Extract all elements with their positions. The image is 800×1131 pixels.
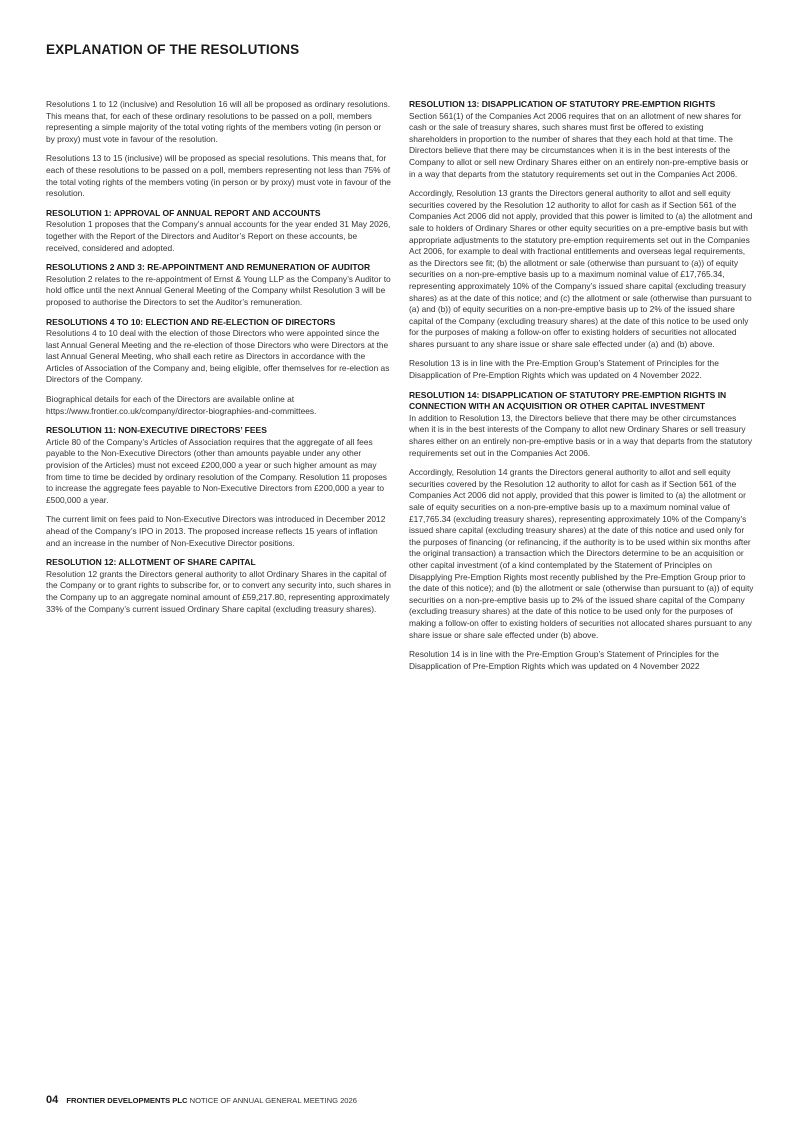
page-number: 04 [46, 1094, 59, 1106]
resolution-14-text: In addition to Resolution 13, the Directors believe that there may be other circumstances when it is in the best interests of the Company to allot new Ordinary Shares or sell treasury shares either on an entirely non-pre-emptive basis or in a way that departs from the statutory requirements set out in the Companies Act 2006. [409, 412, 753, 458]
resolution-13-text: Section 561(1) of the Companies Act 2006 requires that on an allotment of new shares for cash or the sale of treasury shares, such shares must first be offered to existing shareholders in proportion to the number of shares that they each hold at that time. The Directors believe that there may be circumstances when it is in the best interests of the Company to allot or sell new Ordinary Shares either on an entirely non-pre-emptive basis or in a way that departs from the statutory requirements set out in the Companies Act 2006. [409, 110, 749, 179]
intro-paragraph-2: Resolutions 13 to 15 (inclusive) will be proposed as special resolutions. This means that, for each of these resolutions to be passed on a poll, members representing not less than 75% of the total voting rights of the members voting (in person or by proxy) must vote in favour of the resolution. [46, 153, 391, 199]
resolution-13-text-3: Resolution 13 is in line with the Pre-Emption Group’s Statement of Principles for the Disapplication of Pre-Emption Rights which was updated on 4 November 2022. [409, 358, 719, 381]
resolution-12-heading: RESOLUTION 12: ALLOTMENT OF SHARE CAPITAL [46, 557, 256, 568]
resolution-11-text: Article 80 of the Company’s Articles of Association requires that the aggregate of all fees payable to the Non-Executive Directors (other than amounts payable under any other provision of the Articles) must not exceed £200,000 a year or such higher amount as may from time to time be decided by ordinary resolution of the Company. Resolution 11 proposes to increase the aggregate fees payable to Non-Executive Directors from £200,000 a year to £500,000 a year. [46, 436, 387, 505]
resolutions-4-10-heading: RESOLUTIONS 4 TO 10: ELECTION AND RE-ELECTION OF DIRECTORS [46, 316, 336, 327]
right-column [409, 99, 754, 680]
intro-paragraph-1: Resolutions 1 to 12 (inclusive) and Resolution 16 will all be proposed as ordinary resolutions. This means that, for each of these ordinary resolutions to be passed on a poll, members representing a simple majority of the total voting rights of the members voting (in person or by proxy) must vote in favour of the resolution. [46, 99, 391, 144]
left-column [46, 99, 391, 623]
director-biographies-text: Biographical details for each of the Directors are available online at https://www.frontier.co.uk/company/director-biographies-and-committees. [46, 394, 317, 416]
resolution-11-text-2: The current limit on fees paid to Non-Executive Directors was introduced in December 2012 ahead of the Company’s IPO in 2013. The proposed increase reflects 15 years of inflation and an increase in the number of Non-Executive Director positions. [46, 514, 386, 548]
resolution-13-text-2: Accordingly, Resolution 13 grants the Directors general authority to allot and sell equity securities covered by the Resolution 12 authority to allot for cash as if Section 561 of the Companies Act 2006 did not apply, provided that this power is limited to (a) the allotment and sale to holders of Ordinary Shares or other equity securities on a pre-emptive basis but with appropriate adjustments to the statutory pre-emption requirements set out in the Companies Act 2006, for example to deal with fractional entitlements and overseas legal requirements, as the Directors see fit; (b) the allotment or sale (otherwise than pursuant to (a)) of equity securities on a non-pre-emptive basis up to a maximum nominal value of £17,765.34, representing approximately 10% of the Company’s issued share capital (excluding treasury shares) as at the date of this notice; and (c) the allotment or sale (otherwise than pursuant to (a) and (b)) of equity securities on a non-pre-emptive basis up to 2% of the issued share capital of the Company (excluding treasury shares) at the date of this notice to be used only for the purposes of making a follow-on offer to existing holders of securities not allocated shares pursuant to any share issue or share sale effected under (a) and (b) above. [409, 188, 753, 349]
resolution-11-heading: RESOLUTION 11: NON-EXECUTIVE DIRECTORS’ FEES [46, 425, 267, 436]
resolution-1-text: Resolution 1 proposes that the Company’s annual accounts for the year ended 31 May 2026, together with the Report of the Directors and Auditor’s Report on these accounts, be received, considered and adopted. [46, 219, 391, 253]
resolution-14-text-3: Resolution 14 is in line with the Pre-Emption Group’s Statement of Principles for the Disapplication of Pre-Emption Rights which was updated on 4 November 2022 [409, 649, 719, 671]
resolutions-4-10-text: Resolutions 4 to 10 deal with the election of those Directors who were appointed since the last Annual General Meeting and the re-election of those Directors who were Directors at the last Annual General Meeting, who shall each retire as Directors in accordance with the Articles of Association of the Company and, being eligible, offer themselves for re-election as Directors of the Company. [46, 328, 390, 385]
resolution-14-heading: RESOLUTION 14: DISAPPLICATION OF STATUTORY PRE-EMPTION RIGHTS IN CONNECTION WITH AN ACQUISITION OR OTHER CAPITAL INVESTMENT [409, 389, 727, 412]
resolutions-2-3-heading: RESOLUTIONS 2 AND 3: RE-APPOINTMENT AND REMUNERATION OF AUDITOR [46, 262, 371, 273]
resolution-13-heading: RESOLUTION 13: DISAPPLICATION OF STATUTORY PRE-EMPTION RIGHTS [409, 99, 716, 109]
footer-document-title: NOTICE OF ANNUAL GENERAL MEETING 2026 [189, 1096, 357, 1105]
resolutions-2-3-text: Resolution 2 relates to the re-appointment of Ernst & Young LLP as the Company’s Auditor to hold office until the next Annual General Meeting of the Company whilst Resolution 3 will be proposed to authorise the Directors to set the Auditor’s remuneration. [46, 273, 391, 307]
resolution-1-heading: RESOLUTION 1: APPROVAL OF ANNUAL REPORT AND ACCOUNTS [46, 207, 321, 218]
resolution-12-text: Resolution 12 grants the Directors general authority to allot Ordinary Shares in the capital of the Company or to grant rights to subscribe for, or to convert any security into, such shares in the Company up to an aggregate nominal amount of £59,217.80, representing approximately 33% of the Company’s current issued Ordinary Share capital (excluding treasury shares). [46, 568, 391, 614]
resolution-14-text-2: Accordingly, Resolution 14 grants the Directors general authority to allot and sell equity securities covered by the Resolution 12 authority to allot for cash as if Section 561 of the Companies Act 2006 did not apply, provided that this power is limited to (a) the allotment or sale of equity securities on a non-pre-emptive basis up to a maximum nominal value of £17,765.34 (excluding treasury shares), representing approximately 10% of the Company’s issued share capital (excluding treasury shares) at the date of this notice and used only for the purposes of financing (or refinancing, if the authority is to be used within six months after the original transaction) a transaction which the Directors determine to be an acquisition or other capital investment (of a kind contemplated by the Statement of Principles on Disapplying Pre-Emption Rights most recently published by the Pre-Emption Group prior to the date of this notice); and (b) the allotment or sale (otherwise than pursuant to (a)) of equity securities on a non-pre-emptive basis up to 2% of the issued share capital of the Company (excluding treasury shares) at the date of this notice to be used only for the purposes of making a follow-on offer to existing holders of securities not allocated shares pursuant to any share issue or share sale effected under (b) above. [409, 467, 754, 640]
page-footer [46, 1094, 357, 1106]
page-title: EXPLANATION OF THE RESOLUTIONS [46, 42, 300, 57]
footer-company: FRONTIER DEVELOPMENTS PLC [66, 1096, 188, 1105]
